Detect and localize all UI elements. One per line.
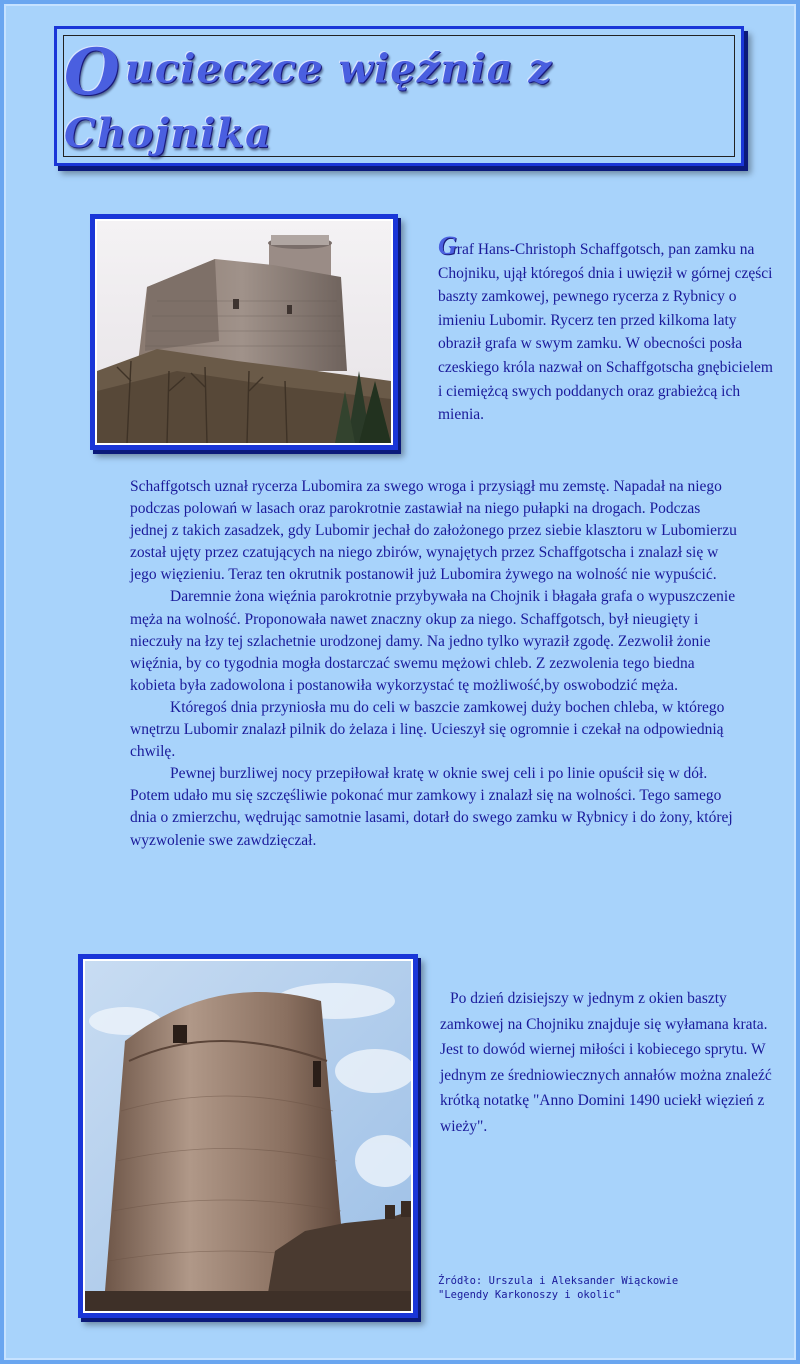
story-paragraph-3: Któregoś dnia przyniosła mu do celi w baszcie zamkowej duży bochen chleba, w którego wnętrzu Lubomir znalazł pilnik do żelaza i linę. Ucieszył się ogromnie i czekał na odpowiednią chwilę. — [130, 698, 725, 761]
story-paragraph-2: Daremnie żona więźnia parokrotnie przybywała na Chojnik i błagała grafa o wypuszczenie męża na wolność. Proponowała nawet znaczny okup za niego. Schaffgotsch, był nieugięty i nieczuły na łzy tej szlachetnie urodzonej damy. Na jedno tylko wyraził zgodę. Zezwolił żonie więźnia, by co tygodnia mogła dostarczać swemu mężowi chleb. Z zezwolenia tego biedna kobieta była zadowolona i postanowiła wykorzystać tę możliwość,by oswobodzić męża. — [130, 588, 736, 694]
castle-tower-image — [85, 961, 411, 1311]
page-title — [64, 35, 734, 157]
closing-text: Po dzień dzisiejszy w jednym z okien baszty zamkowej na Chojniku znajduje się wyłamana krata. Jest to dowód wiernej miłości i kobiecego sprytu. W jednym ze średniowiecznych annałów można znaleźć krótką notatkę "Anno Domini 1490 uciekł więzień z wieży". — [440, 990, 772, 1135]
title-banner — [54, 26, 744, 166]
title-initial: O — [64, 35, 121, 110]
source-line-1: Źródło: Urszula i Aleksander Wiąckowie — [438, 1275, 679, 1287]
source-line-2: "Legendy Karkonoszy i okolic" — [438, 1289, 622, 1301]
source-citation — [438, 1274, 778, 1302]
tower-photo — [78, 954, 418, 1318]
story-paragraph-4: Pewnej burzliwej nocy przepiłował kratę w oknie swej celi i po linie opuścił się w dół. Potem udało mu się szczęśliwie pokonać mur zamkowy i znalazł się na wolności. Tego samego dnia o zmierzchu, wędrując samotnie lasami, dotarł do swego zamku w Rybnicy i do żony, której wyzwolenie swe zawdzięczał. — [130, 765, 733, 849]
closing-paragraph — [440, 986, 790, 1140]
title-rest: ucieczce więźnia z Chojnika — [64, 45, 553, 157]
story-body — [130, 476, 740, 852]
title-inner-frame — [63, 35, 735, 157]
intro-paragraph — [438, 231, 778, 427]
castle-photo — [90, 214, 398, 450]
story-paragraph-1: Schaffgotsch uznał rycerza Lubomira za swego wroga i przysiągł mu zemstę. Napadał na niego podczas polowań w lasach oraz parokrotnie zastawiał na niego pułapki na drogach. Podczas jednej z takich zasadzek, gdy Lubomir jechał do założonego przez siebie klasztoru w Lubomierzu został ujęty przez czatujących na niego zbirów, wynajętych przez Schaffgotscha i znalazł się w jego więzieniu. Teraz ten okrutnik postanowił już Lubomira żywego na wolność nie wypuścić. — [130, 478, 737, 584]
intro-dropcap: G — [438, 231, 457, 260]
intro-text: raf Hans-Christoph Schaffgotsch, pan zamku na Chojniku, ujął któregoś dnia i uwięził w górnej części baszty zamkowej, pewnego rycerza z Rybnicy o imieniu Lubomir. Rycerz ten przed kilkoma laty obraził grafa w swym zamku. W obecności posła czeskiego króla nazwał on Schaffgotscha gnębicielem i ciemiężcą swych poddanych oraz grabieżcą ich mienia. — [438, 241, 773, 424]
castle-ruins-image — [97, 221, 391, 443]
